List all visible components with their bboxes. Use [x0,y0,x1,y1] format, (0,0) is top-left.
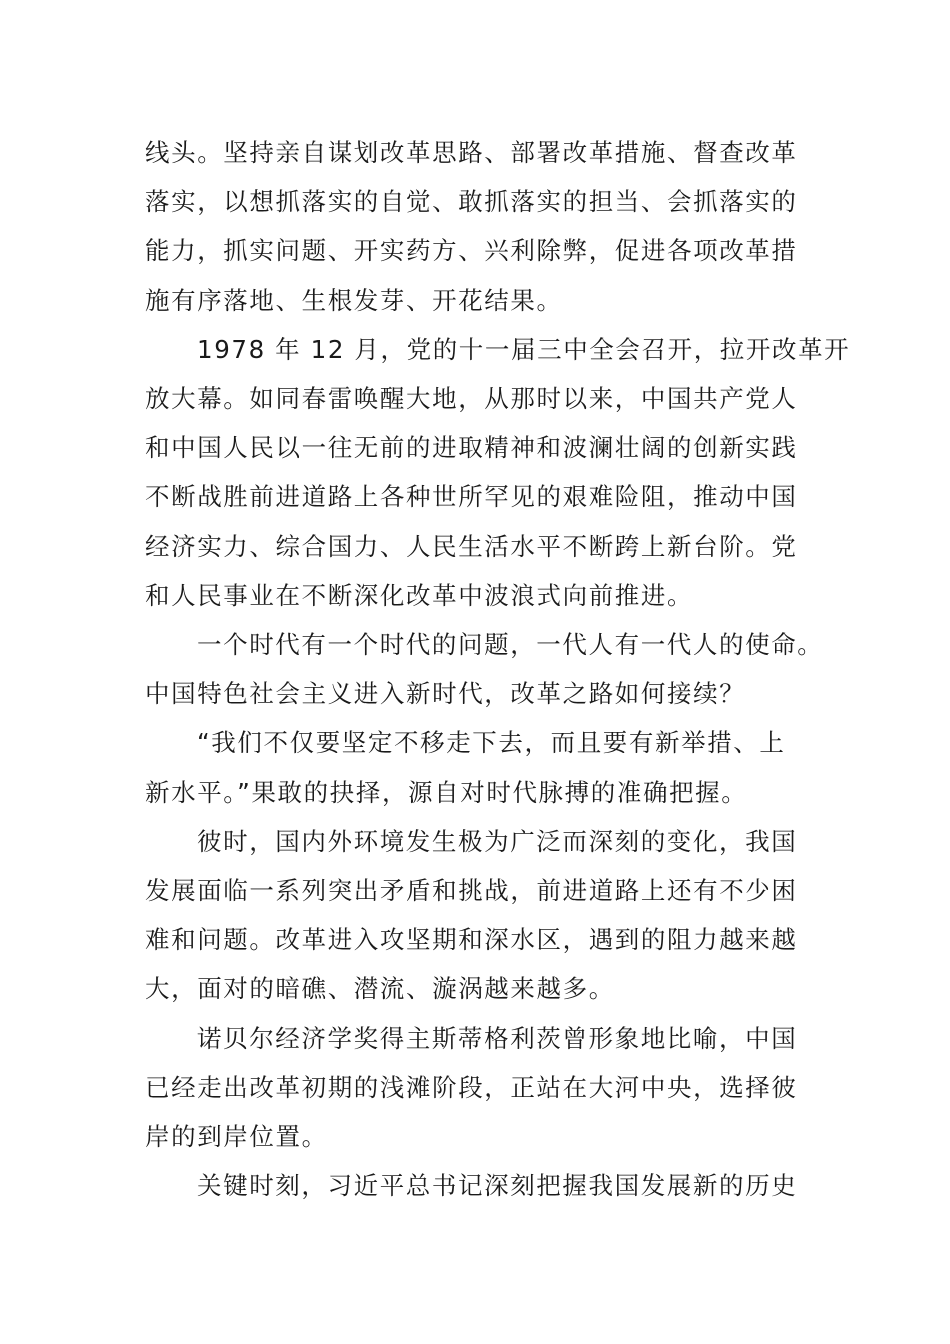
text-line: 彼时，国内外环境发生极为广泛而深刻的变化，我国 [197,826,798,856]
paragraph-6 [145,1014,813,1162]
text-line: 发展面临一系列突出矛盾和挑战，前进道路上还有不少困 [145,876,798,906]
text-line: 落实，以想抓落实的自觉、敢抓落实的担当、会抓落实的 [145,187,798,217]
paragraph-3 [145,620,824,718]
text-line: 诺贝尔经济学奖得主斯蒂格利茨曾形象地比喻，中国 [197,1023,798,1053]
text-line: 施有序落地、生根发芽、开花结果。 [145,285,563,315]
text-line: 岸的到岸位置。 [145,1122,328,1152]
text-line: “我们不仅要坚定不移走下去，而且要有新举措、上 [197,728,786,758]
text-line: 一个时代有一个时代的问题，一代人有一代人的使命。 [197,630,824,660]
text-line: 关键时刻，习近平总书记深刻把握我国发展新的历史 [197,1171,798,1201]
text-line: 线头。坚持亲自谋划改革思路、部署改革措施、督查改革 [145,138,798,167]
paragraph-4 [145,718,813,816]
document-body [145,128,851,1210]
paragraph-1 [145,128,813,325]
paragraph-7 [145,1161,813,1210]
text-line: 中国特色社会主义进入新时代，改革之路如何接续？ [145,679,746,709]
text-line: 放大幕。如同春雷唤醒大地，从那时以来，中国共产党人 [145,384,798,414]
text-line: 1978 年 12 月，党的十一届三中全会召开，拉开改革开 [197,334,851,364]
paragraph-5 [145,817,813,1014]
text-line: 经济实力、综合国力、人民生活水平不断跨上新台阶。党 [145,531,798,561]
text-line: 新水平。”果敢的抉择，源自对时代脉搏的准确把握。 [145,777,748,807]
text-line: 难和问题。改革进入攻坚期和深水区，遇到的阻力越来越 [145,925,798,955]
text-line: 大，面对的暗礁、潜流、漩涡越来越多。 [145,974,615,1004]
text-line: 和人民事业在不断深化改革中波浪式向前推进。 [145,580,694,610]
text-line: 已经走出改革初期的浅滩阶段，正站在大河中央，选择彼 [145,1072,798,1102]
text-line: 不断战胜前进道路上各种世所罕见的艰难险阻，推动中国 [145,482,798,512]
paragraph-2 [145,325,851,620]
text-line: 和中国人民以一往无前的进取精神和波澜壮阔的创新实践 [145,433,798,463]
text-line: 能力，抓实问题、开实药方、兴利除弊，促进各项改革措 [145,236,798,266]
